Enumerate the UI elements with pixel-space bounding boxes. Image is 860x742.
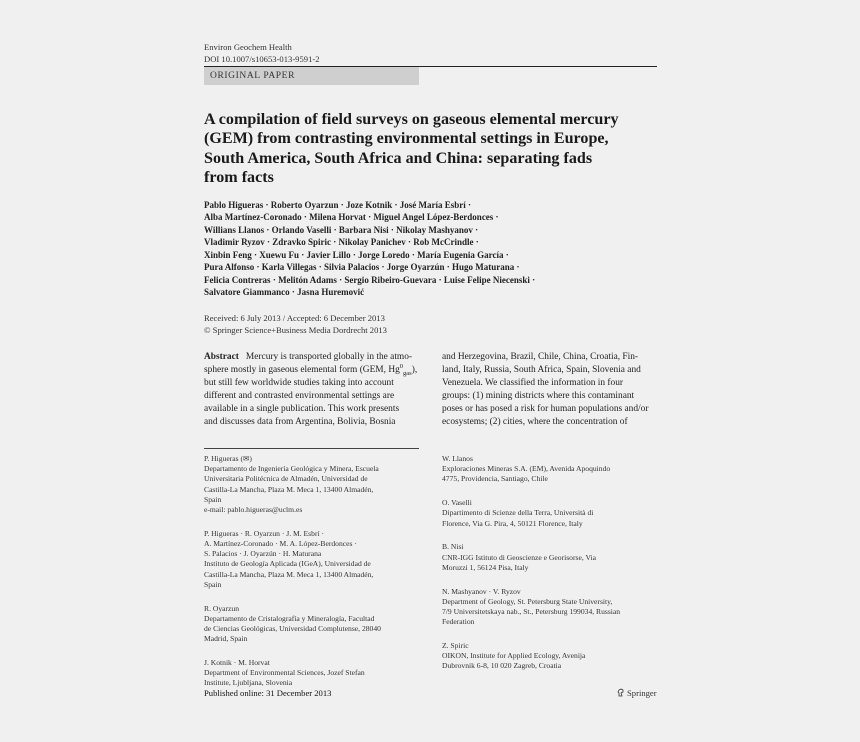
affiliation-block: [442, 542, 662, 573]
affiliations-right: [442, 454, 662, 685]
affiliation-line: Florence, Via G. Pira, 4, 50121 Florence, Italy: [442, 518, 583, 528]
author-line: Vladimir Ryzov · Zdravko Spiric · Nikolay Panichev · Rob McCrindle ·: [204, 237, 479, 248]
affiliation-line: Moruzzi 1, 56124 Pisa, Italy: [442, 562, 529, 572]
affiliation-line: Dipartimento di Scienze della Terra, Università di: [442, 508, 594, 518]
affiliation-line: de Ciencias Geológicas, Universidad Complutense, 28040: [204, 624, 381, 634]
published-online: Published online: 31 December 2013: [204, 688, 332, 698]
subscript: gas: [403, 369, 412, 377]
abstract-line: groups: (1) mining districts where this contaminant: [442, 390, 635, 401]
affiliation-block: [204, 529, 424, 590]
title-line: South America, South Africa and China: separating fads: [204, 149, 593, 167]
affiliation-line: Dubrovnik 6-8, 10 020 Zagreb, Croatia: [442, 661, 562, 671]
affiliation-line: Castilla-La Mancha, Plaza M. Meca 1, 13400 Almadén,: [204, 569, 374, 579]
abstract-heading: Abstract: [204, 352, 239, 362]
article-type-ribbon: [204, 67, 419, 85]
author-line: Alba Martínez-Coronado · Milena Horvat · Miguel Angel López-Berdonces ·: [204, 212, 499, 223]
article-dates: [204, 313, 387, 336]
springer-horse-icon: [617, 688, 625, 697]
abstract-line: Venezuela. We classified the information in four: [442, 377, 624, 388]
affiliation-line: S. Palacios · J. Oyarzún · H. Maturana: [204, 549, 322, 559]
affiliation-line: Departamento de Cristalografía y Mineralogía, Facultad: [204, 613, 375, 623]
affiliation-line: CNR-IGG Istituto di Geoscienze e Georisorse, Via: [442, 552, 596, 562]
publisher-logo: [617, 688, 657, 698]
publisher-name: Springer: [627, 688, 657, 698]
affiliation-line: P. Higueras · R. Oyarzun · J. M. Esbrí ·: [204, 528, 325, 538]
abstract-line: poses or has posed a risk for human populations and/or: [442, 403, 649, 414]
affiliation-line: Departamento de Ingeniería Geológica y Minera, Escuela: [204, 464, 379, 474]
affiliation-line: 4775, Providencia, Santiago, Chile: [442, 474, 548, 484]
abstract-line: Mercury is transported globally in the atmo-: [245, 352, 413, 362]
author-line: Willians Llanos · Orlando Vaselli · Barbara Nisi · Nikolay Mashyanov ·: [204, 224, 479, 235]
affiliation-line: O. Vaselli: [442, 498, 472, 508]
affiliation-line: N. Mashyanov · V. Ryzov: [442, 586, 521, 596]
affiliation-line: Exploraciones Mineras S.A. (EM), Avenida Apoquindo: [442, 464, 611, 474]
affiliation-line: Spain: [204, 494, 222, 504]
affiliation-block: [442, 498, 662, 529]
journal-name: Environ Geochem Health: [204, 42, 292, 52]
copyright: © Springer Science+Business Media Dordrecht 2013: [204, 324, 387, 335]
email-link[interactable]: e-mail: pablo.higueras@uclm.es: [204, 505, 303, 515]
affiliation-line: J. Kotnik · M. Horvat: [204, 658, 270, 668]
affiliation-line: W. Llanos: [442, 454, 473, 463]
journal-header: [204, 41, 320, 65]
abstract-line-end: ),: [411, 364, 418, 375]
title-line: from facts: [204, 168, 274, 186]
doi: DOI 10.1007/s10653-013-9591-2: [204, 54, 320, 64]
received-accepted: Received: 6 July 2013 / Accepted: 6 December 2013: [204, 313, 385, 323]
affiliation-line: Universitaria Politécnica de Almadén, Universidad de: [204, 474, 368, 484]
abstract-line: sphere mostly in gaseous elemental form (GEM, Hg: [204, 364, 400, 375]
affiliation-line: Federation: [442, 617, 475, 627]
author-line: Pura Alfonso · Karla Villegas · Silvia Palacios · Jorge Oyarzún · Hugo Maturana ·: [204, 262, 520, 273]
affiliation-line: Institute, Ljubljana, Slovenia: [204, 678, 293, 688]
affiliation-line: Z. Spiric: [442, 641, 469, 651]
title-line: (GEM) from contrasting environmental settings in Europe,: [204, 130, 609, 148]
affiliation-block: [442, 641, 662, 672]
abstract-line: available in a single publication. This work presents: [204, 403, 400, 414]
affiliation-block: [204, 454, 424, 515]
affiliation-line: Department of Environmental Sciences, Jozef Stefan: [204, 668, 365, 678]
affiliation-block: [204, 604, 424, 645]
affiliation-line: A. Martínez-Coronado · M. A. López-Berdonces ·: [204, 539, 357, 549]
affiliation-line: R. Oyarzun: [204, 603, 240, 613]
affiliation-line: P. Higueras (✉): [204, 454, 252, 463]
footnote-divider: [204, 448, 419, 449]
affiliation-line: Department of Geology, St. Petersburg State University,: [442, 596, 613, 606]
affiliation-block: [442, 587, 662, 628]
affiliation-block: [442, 454, 662, 485]
affiliation-line: Madrid, Spain: [204, 634, 248, 644]
superscript: 0: [399, 362, 404, 370]
author-line: Felicia Contreras · Melitón Adams · Sergio Ribeiro-Guevara · Luise Felipe Niecenski ·: [204, 274, 536, 285]
abstract-left-column: [204, 351, 419, 428]
abstract-line: ecosystems; (2) cities, where the concentration of: [442, 416, 628, 427]
abstract-line: different and contrasted environmental settings are: [204, 390, 395, 401]
author-line: Pablo Higueras · Roberto Oyarzun · Joze Kotnik · José María Esbrí ·: [204, 200, 471, 210]
abstract-line: and discusses data from Argentina, Bolivia, Bosnia: [204, 416, 396, 427]
article-type-label: ORIGINAL PAPER: [210, 71, 296, 81]
author-line: Salvatore Giammanco · Jasna Huremović: [204, 287, 365, 298]
paper-title: [204, 110, 634, 187]
abstract-right-column: [442, 351, 658, 428]
affiliation-line: 7/9 Universitetskaya nab., St., Petersburg 199034, Russian: [442, 607, 621, 617]
affiliation-line: Spain: [204, 579, 222, 589]
affiliations-left: [204, 454, 424, 702]
abstract-line: and Herzegovina, Brazil, Chile, China, Croatia, Fin-: [442, 352, 639, 362]
title-line: A compilation of field surveys on gaseous elemental mercury: [204, 111, 619, 128]
affiliation-line: Instituto de Geología Aplicada (IGeA), Universidad de: [204, 559, 371, 569]
affiliation-block: [204, 658, 424, 689]
affiliation-line: B. Nisi: [442, 542, 464, 552]
author-line: Xinbin Feng · Xuewu Fu · Javier Lillo · Jorge Loredo · María Eugenia García ·: [204, 249, 509, 260]
author-list: [204, 199, 659, 299]
abstract-line: but still few worldwide studies taking into account: [204, 377, 394, 388]
affiliation-line: OIKON, Institute for Applied Ecology, Avenija: [442, 651, 586, 661]
affiliation-line: Castilla-La Mancha, Plaza M. Meca 1, 13400 Almadén,: [204, 484, 374, 494]
abstract-line: land, Italy, Russia, South Africa, Spain, Slovenia and: [442, 364, 641, 375]
